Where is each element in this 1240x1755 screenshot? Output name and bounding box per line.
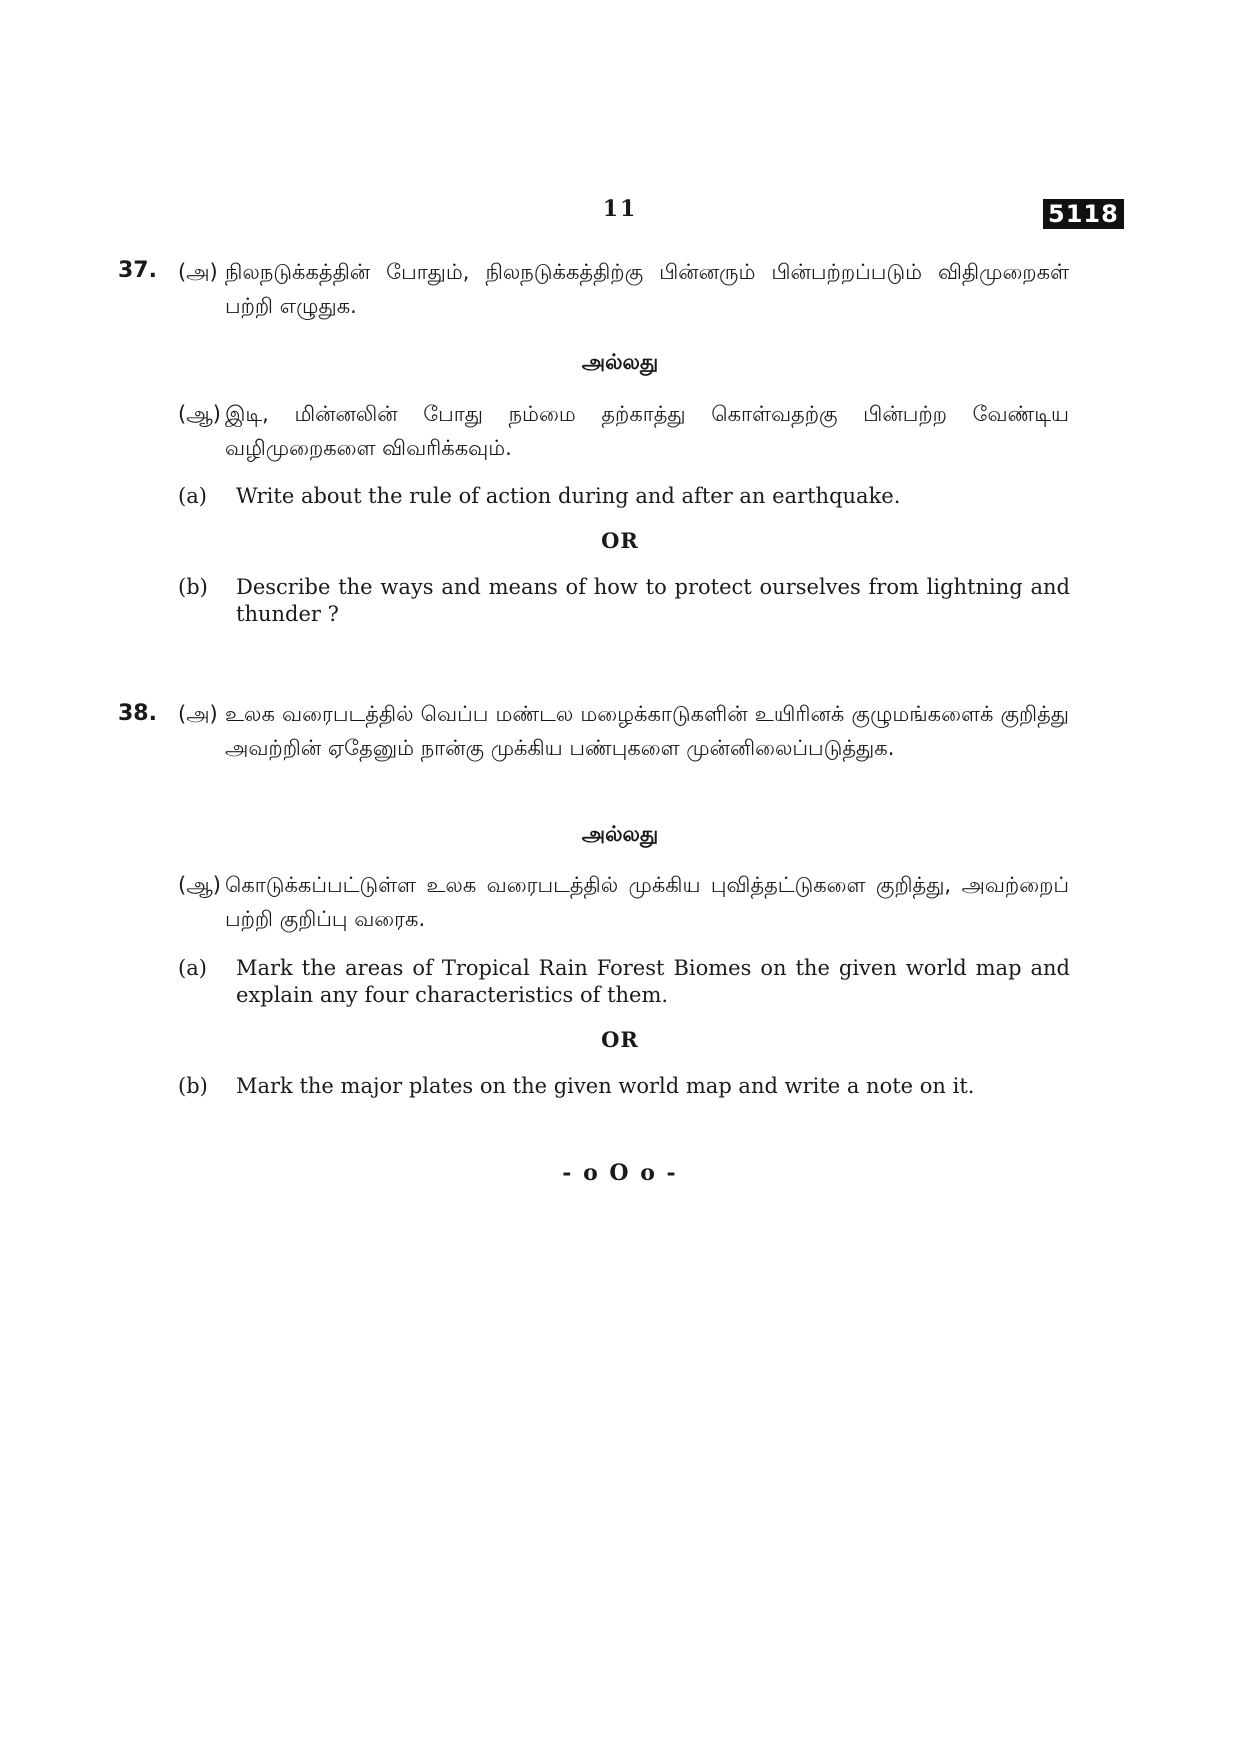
question-number-38: 38. (118, 701, 157, 726)
q38-english-b-text: Mark the major plates on the given world map and write a note on it. (236, 1074, 975, 1098)
q37-english-b-marker: (b) (178, 575, 208, 599)
q37-english-a-marker: (a) (178, 484, 207, 508)
q38-tamil-or: அல்லது (581, 822, 659, 846)
paper-code-badge: 5118 (1043, 199, 1124, 229)
page-number: 11 (602, 196, 638, 222)
q37-tamil-b-marker: (ஆ) (178, 402, 221, 426)
question-number-37: 37. (118, 258, 157, 283)
q37-english-b-text: Describe the ways and means of how to protect ourselves from lightning and thunder ? (236, 575, 1070, 626)
q37-tamil-b-text: இடி, மின்னலின் போது நம்மை தற்காத்து கொள்வதற்கு பின்பற்ற வேண்டிய வழிமுறைகளை விவரிக்கவும். (225, 402, 1069, 460)
q38-english-a-text: Mark the areas of Tropical Rain Forest Biomes on the given world map and explain any four characteristics of them. (236, 956, 1070, 1007)
q37-tamil-or: அல்லது (581, 350, 659, 374)
q37-tamil-a-marker: (அ) (178, 260, 218, 284)
q37-english-a-text: Write about the rule of action during and after an earthquake. (236, 484, 901, 508)
q38-english-b-marker: (b) (178, 1074, 208, 1098)
q38-tamil-b-text: கொடுக்கப்பட்டுள்ள உலக வரைபடத்தில் முக்கிய புவித்தட்டுகளை குறித்து, அவற்றைப் பற்றி குறிப்பு வரைக. (225, 873, 1069, 931)
q37-tamil-a-text: நிலநடுக்கத்தின் போதும், நிலநடுக்கத்திற்கு பின்னரும் பின்பற்றப்படும் விதிமுறைகள் பற்றி எழுதுக. (225, 260, 1069, 318)
q38-english-a-marker: (a) (178, 956, 207, 980)
q38-tamil-a-text: உலக வரைபடத்தில் வெப்ப மண்டல மழைக்காடுகளின் உயிரினக் குழுமங்களைக் குறித்து அவற்றின் ஏதேனும் நான்கு முக்கிய பண்புகளை முன்னிலைப்படுத்துக. (225, 702, 1069, 760)
q38-tamil-a-marker: (அ) (178, 702, 218, 726)
end-mark: - o O o - (562, 1160, 678, 1186)
q38-english-or: OR (601, 1027, 639, 1052)
q38-tamil-b-marker: (ஆ) (178, 873, 221, 897)
q37-english-or: OR (601, 528, 639, 553)
